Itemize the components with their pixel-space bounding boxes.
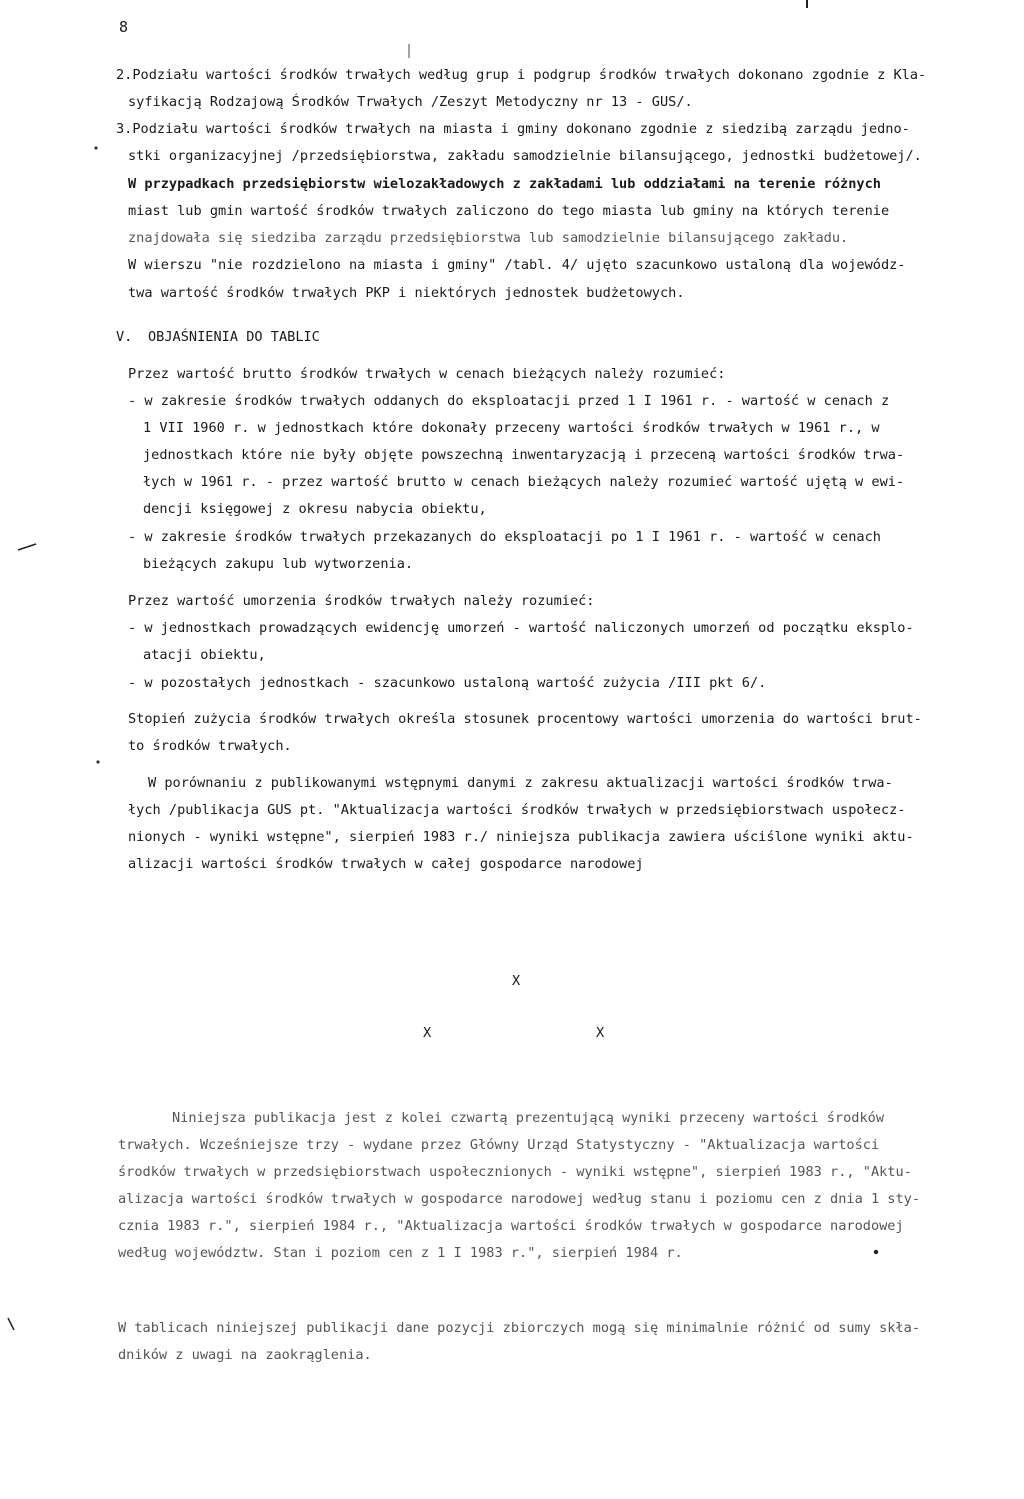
brutto-line-7: - w zakresie środków trwałych przekazanych do eksploatacji po 1 I 1961 r. - wartość w cenach xyxy=(128,529,881,545)
item-2-line-1: 2.Podziału wartości środków trwałych według grup i podgrup środków trwałych dokonano zgodnie z Kla- xyxy=(116,67,927,83)
brutto-line-3: 1 VII 1960 r. w jednostkach które dokonały przeceny wartości środków trwałych w 1961 r., w xyxy=(143,420,880,436)
umorzenie-line-2: - w jednostkach prowadzących ewidencję umorzeń - wartość naliczonych umorzeń od początku eksplo- xyxy=(128,620,914,636)
porownanie-line-2: łych /publikacja GUS pt. "Aktualizacja wartości środków trwałych w przedsiębiorstwach uspołecz- xyxy=(128,802,906,818)
separator-x-right: X xyxy=(596,1025,605,1041)
note-1-line-1: Niniejsza publikacja jest z kolei czwartą prezentującą wyniki przeceny wartości środków xyxy=(172,1110,885,1126)
brutto-line-8: bieżących zakupu lub wytworzenia. xyxy=(143,556,414,572)
porownanie-line-4: alizacji wartości środków trwałych w całej gospodarce narodowej xyxy=(128,856,644,872)
brutto-line-6: dencji księgowej z okresu nabycia obiektu, xyxy=(143,501,487,517)
stopien-line-1: Stopień zużycia środków trwałych określa stosunek procentowy wartości umorzenia do wartości brut- xyxy=(128,711,922,727)
note-1-line-6: według województw. Stan i poziom cen z 1 I 1983 r.", sierpień 1984 r. xyxy=(118,1245,683,1261)
item-3-line-3: W przypadkach przedsiębiorstw wielozakładowych z zakładami lub oddziałami na terenie różnych xyxy=(128,176,881,192)
margin-mark xyxy=(18,544,36,550)
note-1-line-5: cznia 1983 r.", sierpień 1984 r., "Aktualizacja wartości środków trwałych w gospodarce narodowej xyxy=(118,1218,904,1234)
page-number: 8 xyxy=(119,18,129,36)
note-1-line-4: alizacja wartości środków trwałych w gospodarce narodowej według stanu i poziomu cen z dnia 1 sty- xyxy=(118,1191,921,1207)
umorzenie-line-4: - w pozostałych jednostkach - szacunkowo ustaloną wartość zużycia /III pkt 6/. xyxy=(128,675,767,691)
note-2-line-1: W tablicach niniejszej publikacji dane pozycji zbiorczych mogą się minimalnie różnić od sumy skła- xyxy=(118,1320,921,1336)
separator-x-left: X xyxy=(423,1025,432,1041)
separator-x-top: X xyxy=(512,973,521,989)
porownanie-line-1: W porównaniu z publikowanymi wstępnymi danymi z zakresu aktualizacji wartości środków trwa- xyxy=(148,775,893,791)
brutto-line-2: - w zakresie środków trwałych oddanych do eksploatacji przed 1 I 1961 r. - wartość w cenach z xyxy=(128,393,890,409)
item-3-line-7: twa wartość środków trwałych PKP i niektórych jednostek budżetowych. xyxy=(128,285,685,301)
umorzenie-line-1: Przez wartość umorzenia środków trwałych należy rozumieć: xyxy=(128,593,595,609)
item-3-line-1: 3.Podziału wartości środków trwałych na miasta i gminy dokonano zgodnie z siedzibą zarządu jedno- xyxy=(116,121,910,137)
stopien-line-2: to środków trwałych. xyxy=(128,738,292,754)
corner-mark xyxy=(8,1318,14,1330)
item-3-line-5: znajdowała się siedziba zarządu przedsiębiorstwa lub samodzielnie bilansującego zakładu. xyxy=(128,230,849,246)
item-2-line-2: syfikacją Rodzajową Środków Trwałych /Zeszyt Metodyczny nr 13 - GUS/. xyxy=(128,94,693,110)
dust-dot xyxy=(96,760,99,763)
umorzenie-line-3: atacji obiektu, xyxy=(143,647,266,663)
item-3-line-6: W wierszu "nie rozdzielono na miasta i gminy" /tabl. 4/ ujęto szacunkowo ustaloną dla wojewódz- xyxy=(128,257,906,273)
brutto-line-4: jednostkach które nie były objęte powszechną inwentaryzacją i przeceną wartości środków trwa- xyxy=(143,447,905,463)
note-1-line-2: trwałych. Wcześniejsze trzy - wydane przez Główny Urząd Statystyczny - "Aktualizacja wartości xyxy=(118,1137,880,1153)
note-1-line-3: środków trwałych w przedsiębiorstwach uspołecznionych - wyniki wstępne", sierpień 1983 r., "Aktu- xyxy=(118,1164,912,1180)
section-numeral: V. xyxy=(116,329,133,345)
dust-dot xyxy=(874,1250,878,1254)
brutto-line-5: łych w 1961 r. - przez wartość brutto w cenach bieżących należy rozumieć wartość ujętą w ewi- xyxy=(143,474,905,490)
note-2-line-2: dników z uwagi na zaokrąglenia. xyxy=(118,1347,372,1363)
dust-dot xyxy=(94,146,97,149)
porownanie-line-3: nionych - wyniki wstępne", sierpień 1983 r./ niniejsza publikacja zawiera uściślone wyniki aktu- xyxy=(128,829,914,845)
item-3-line-2: stki organizacyjnej /przedsiębiorstwa, zakładu samodzielnie bilansującego, jednostki budżetowej/. xyxy=(128,148,922,164)
brutto-line-1: Przez wartość brutto środków trwałych w cenach bieżących należy rozumieć: xyxy=(128,366,726,382)
item-3-line-4: miast lub gmin wartość środków trwałych zaliczono do tego miasta lub gminy na których terenie xyxy=(128,203,890,219)
section-title: OBJAŚNIENIA DO TABLIC xyxy=(148,329,320,345)
